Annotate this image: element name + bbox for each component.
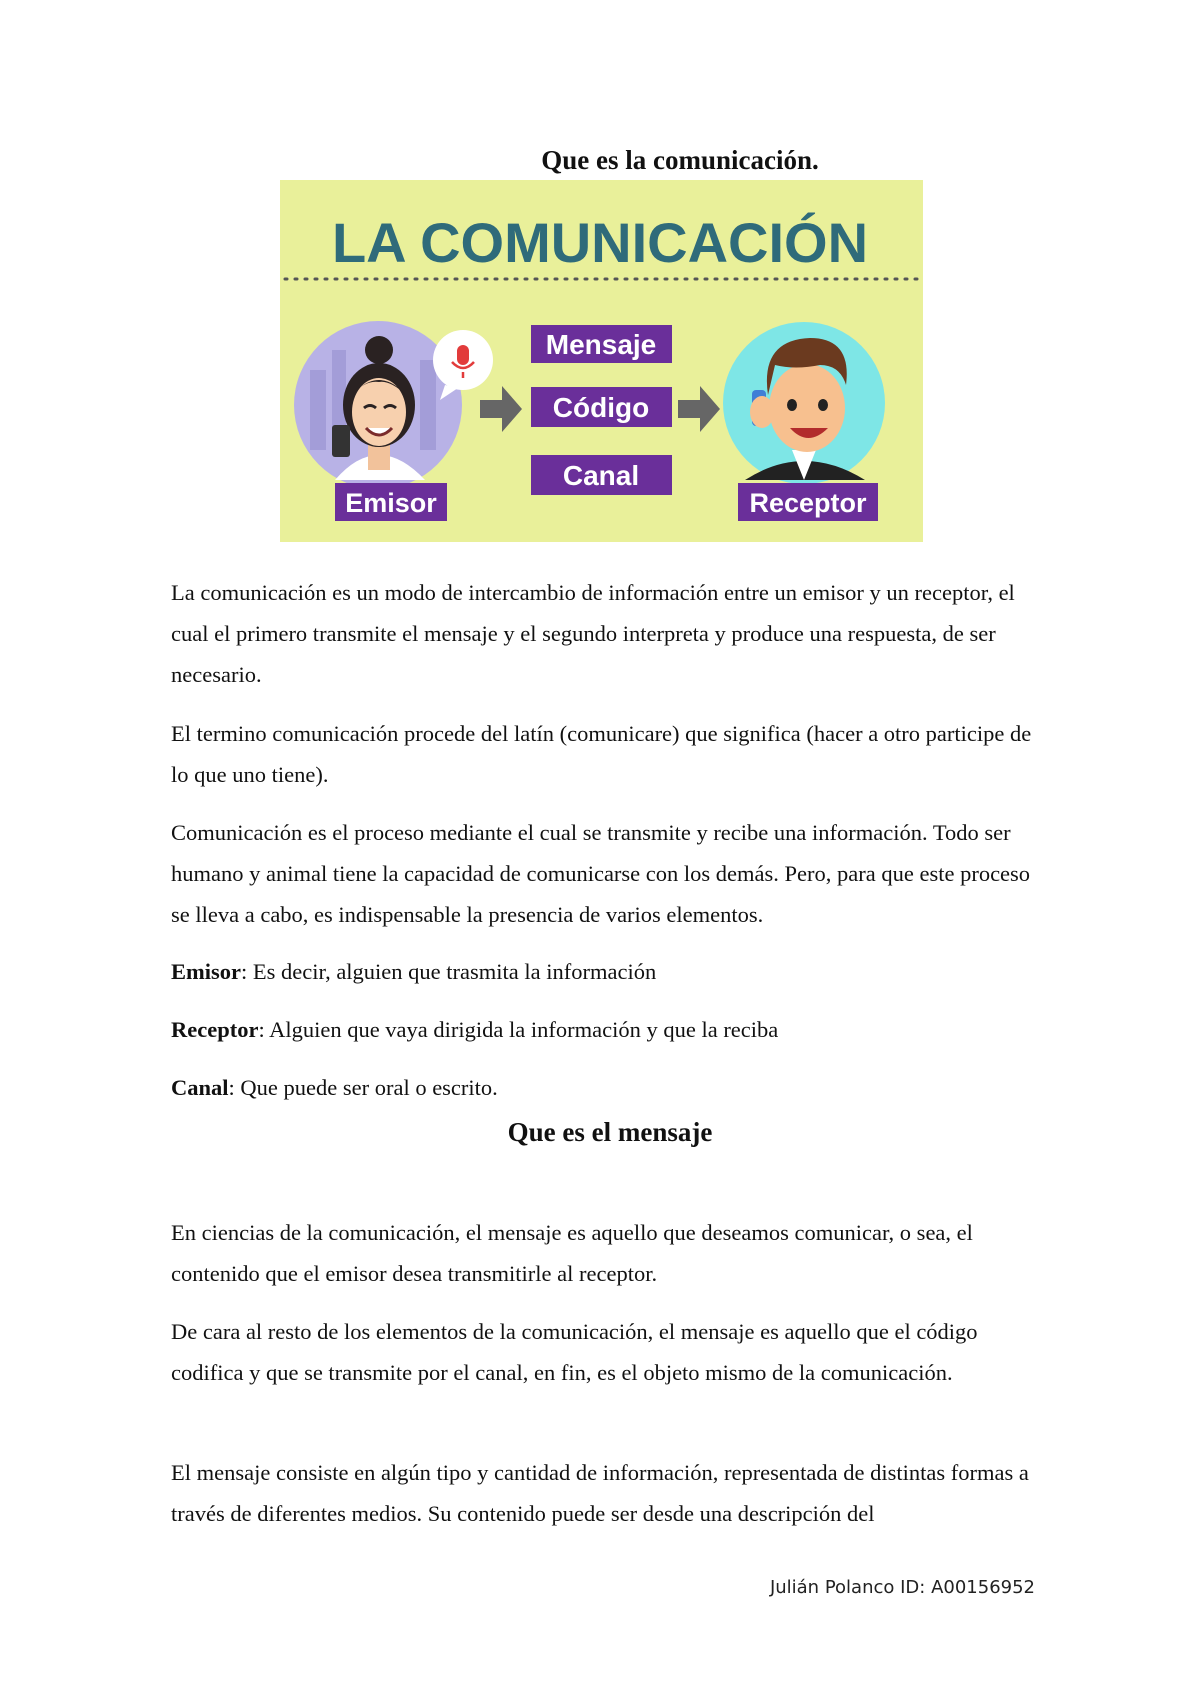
heading-que-es-la-comunicacion: Que es la comunicación.: [541, 145, 819, 175]
receptor-illustration: [723, 322, 885, 484]
svg-text:Emisor: Emisor: [345, 488, 437, 518]
svg-text:Canal: Canal: [562, 460, 640, 491]
svg-text:Código: Código: [552, 392, 650, 423]
paragraph-etimologia: El termino comunicación procede del latín (comunicare) que significa (hacer a otro participe de lo que uno tiene).: [171, 721, 1032, 787]
paragraph-mensaje-definicion: En ciencias de la comunicación, el mensaje es aquello que deseamos comunicar, o sea, el contenido que el emisor desea transmitirle al receptor.: [171, 1220, 973, 1286]
paragraph-mensaje-elementos: De cara al resto de los elementos de la comunicación, el mensaje es aquello que el código codifica y que se transmite por el canal, en fin, es el objeto mismo de la comunicación.: [171, 1319, 978, 1385]
infographic-title: LA COMUNICACIÓN: [331, 211, 869, 274]
page-footer: Julián Polanco ID: A00156952: [769, 1577, 1035, 1598]
term-receptor: Receptor: [171, 1017, 259, 1042]
svg-text:Mensaje: Mensaje: [545, 329, 657, 360]
term-emisor: Emisor: [171, 959, 241, 984]
paragraph-proceso: Comunicación es el proceso mediante el cual se transmite y recibe una información. Todo ser humano y animal tiene la capacidad de comunicarse con los demás. Pero, para que este proceso se lleva a cabo, es indispensable la presencia de varios elementos.: [171, 820, 1031, 927]
label-receptor: [738, 483, 878, 521]
paragraph-mensaje-informacion: El mensaje consiste en algún tipo y cantidad de información, representada de distintas formas a través de diferentes medios. Su contenido puede ser desde una descripción del: [171, 1460, 1029, 1526]
svg-text:Receptor: Receptor: [749, 488, 867, 518]
definition-receptor-text: : Alguien que vaya dirigida la información y que la reciba: [258, 1017, 779, 1042]
heading-que-es-el-mensaje: Que es el mensaje: [507, 1117, 713, 1147]
label-canal: [531, 455, 672, 495]
definition-canal: [171, 1067, 1051, 1108]
definition-canal-text: : Que puede ser oral o escrito.: [228, 1075, 498, 1100]
arrow-right-icon: [480, 386, 522, 432]
definition-emisor-text: : Es decir, alguien que trasmita la información: [241, 959, 657, 984]
comunicacion-infographic: [280, 180, 923, 542]
paragraph-definicion: La comunicación es un modo de intercambio de información entre un emisor y un receptor, el cual el primero transmite el mensaje y el segundo interpreta y produce una respuesta, de ser necesario.: [171, 580, 1015, 687]
arrow-right-icon: [678, 386, 720, 432]
label-codigo: [531, 387, 672, 427]
label-emisor: [335, 483, 447, 521]
definition-receptor: [171, 1009, 1051, 1050]
definition-emisor: [171, 951, 1051, 992]
term-canal: Canal: [171, 1075, 229, 1100]
label-mensaje: [531, 325, 672, 363]
